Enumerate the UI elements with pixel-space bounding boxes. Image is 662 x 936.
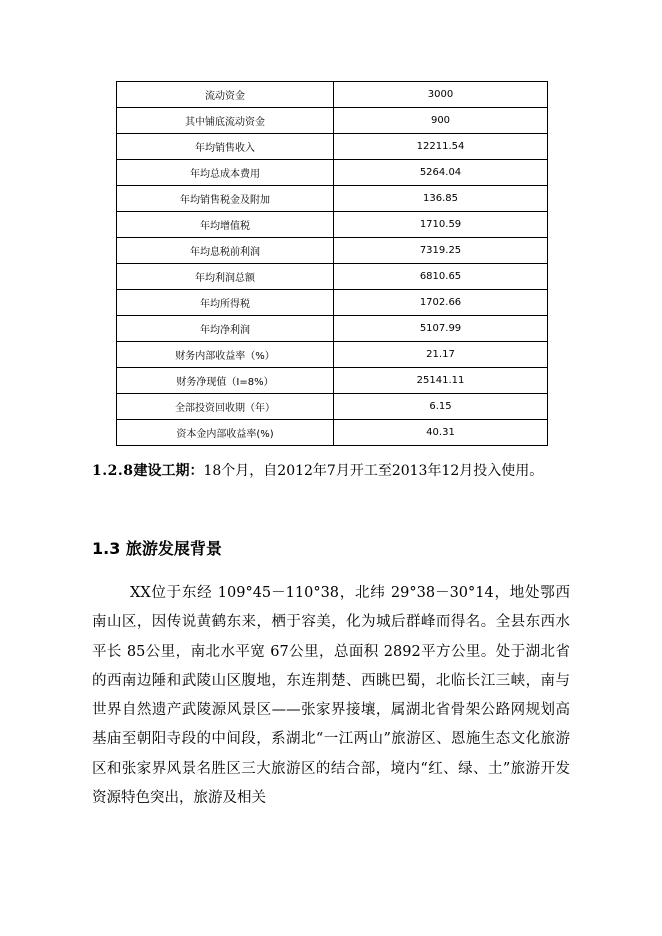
row-label: 年均息税前利润 — [117, 238, 334, 264]
row-label: 财务内部收益率（%） — [117, 342, 334, 368]
row-label: 年均所得税 — [117, 290, 334, 316]
table-row — [117, 108, 548, 134]
table-row — [117, 238, 548, 264]
row-value: 900 — [334, 108, 548, 134]
row-value: 136.85 — [334, 186, 548, 212]
table-row — [117, 342, 548, 368]
section-heading: 1.3 旅游发展背景 — [92, 539, 222, 558]
table-row — [117, 186, 548, 212]
row-label: 流动资金 — [117, 82, 334, 108]
table-row — [117, 290, 548, 316]
row-value: 12211.54 — [334, 134, 548, 160]
financial-indicators-table — [116, 81, 548, 446]
table-row — [117, 394, 548, 420]
row-label: 资本金内部收益率(%) — [117, 420, 334, 446]
table-row — [117, 82, 548, 108]
construction-period-text: 18个月，自2012年7月开工至2013年12月投入使用。 — [203, 463, 544, 479]
construction-period-label: 建设工期： — [133, 463, 204, 479]
table-row — [117, 160, 548, 186]
subsection-number: 1.2.8 — [92, 463, 134, 479]
table-row — [117, 212, 548, 238]
row-value: 25141.11 — [334, 368, 548, 394]
construction-period-paragraph — [92, 458, 568, 485]
row-value: 3000 — [334, 82, 548, 108]
row-value: 5107.99 — [334, 316, 548, 342]
row-value: 6810.65 — [334, 264, 548, 290]
row-label: 年均销售税金及附加 — [117, 186, 334, 212]
row-value: 21.17 — [334, 342, 548, 368]
row-label: 全部投资回收期（年） — [117, 394, 334, 420]
table-row — [117, 264, 548, 290]
row-value: 5264.04 — [334, 160, 548, 186]
row-label: 年均净利润 — [117, 316, 334, 342]
row-value: 6.15 — [334, 394, 548, 420]
table-row — [117, 316, 548, 342]
row-label: 年均总成本费用 — [117, 160, 334, 186]
row-label: 其中铺底流动资金 — [117, 108, 334, 134]
table-row — [117, 420, 548, 446]
row-value: 40.31 — [334, 420, 548, 446]
table-row — [117, 368, 548, 394]
row-label: 年均利润总额 — [117, 264, 334, 290]
row-value: 1702.66 — [334, 290, 548, 316]
row-value: 1710.59 — [334, 212, 548, 238]
row-label: 年均增值税 — [117, 212, 334, 238]
row-value: 7319.25 — [334, 238, 548, 264]
table-row — [117, 134, 548, 160]
row-label: 财务净现值（I=8%） — [117, 368, 334, 394]
tourism-background-paragraph: XX位于东经 109°45－110°38，北纬 29°38－30°14，地处鄂西南山区，因传说黄鹤东来，栖于容美，化为城后群峰而得名。全县东西水平长 85公里，南北水平宽 67公里，总面积 2892平方公里。处于湖北省的西南边陲和武陵山区腹地，东连荆楚、西眺巴蜀，北临长江三峡，南与世界自然遗产武陵源风景区——张家界接壤，属湖北省骨架公路网规划高基庙至朝阳寺段的中间段，系湖北“一江两山”旅游区、恩施生态文化旅游区和张家界风景名胜区三大旅游区的结合部，境内“红、绿、土”旅游开发资源特色突出，旅游及相关 — [92, 585, 570, 807]
row-label: 年均销售收入 — [117, 134, 334, 160]
